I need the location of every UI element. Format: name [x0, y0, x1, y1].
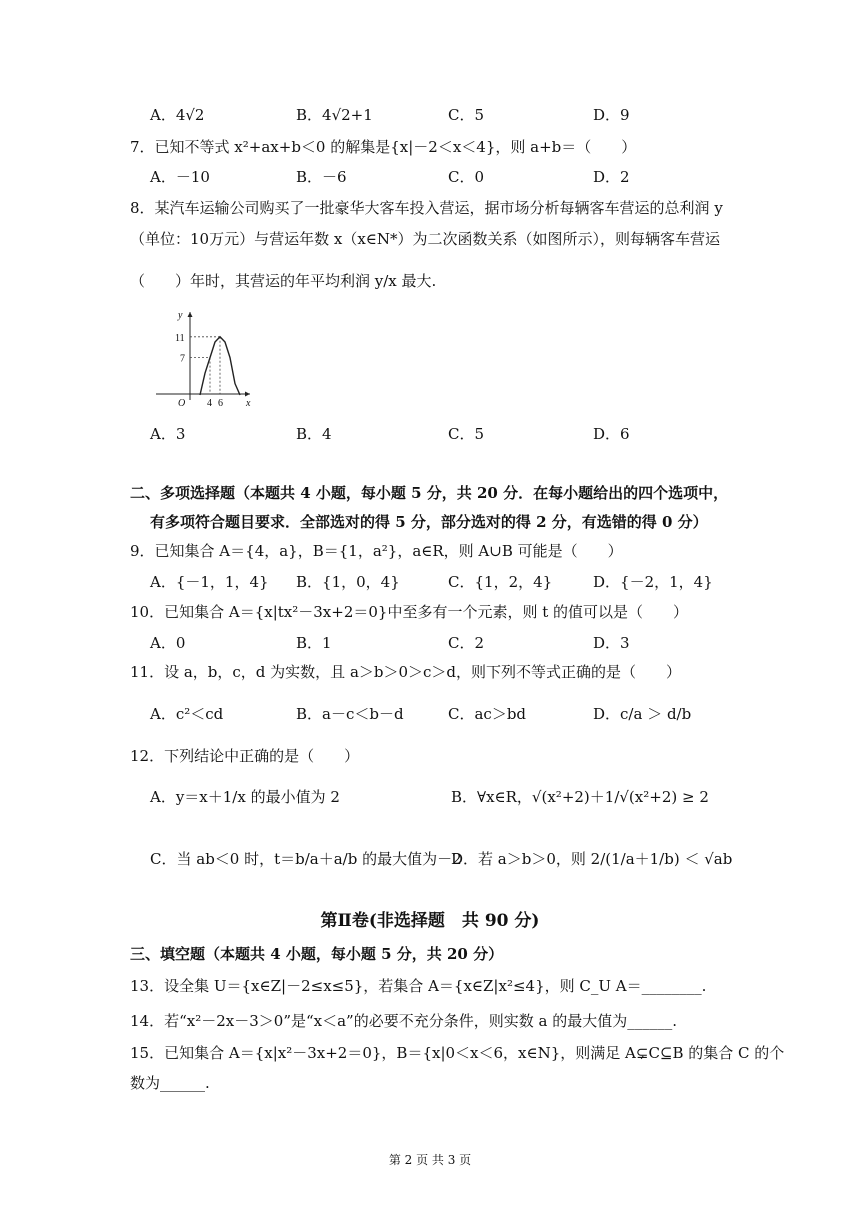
q9-option-a: A．{－1，1，4} — [150, 573, 269, 591]
q6-option-a: A．4√2 — [150, 106, 205, 124]
x-axis-arrow-icon — [245, 392, 250, 397]
q14-stem: 14．若“x²－2x－3＞0”是“x＜a”的必要不充分条件，则实数 a 的最大值为______. — [130, 1012, 677, 1030]
q6-option-c: C．5 — [448, 106, 485, 124]
q15-stem-line2: 数为______. — [130, 1074, 210, 1092]
q7-option-c: C．0 — [448, 168, 485, 186]
x-tick-6: 6 — [218, 398, 223, 408]
q12-stem: 12．下列结论中正确的是（ ） — [130, 747, 360, 765]
q7-option-a: A．－10 — [150, 168, 210, 186]
q9-option-b: B．{1，0，4} — [296, 573, 400, 591]
q13-stem: 13．设全集 U＝{x∈Z|－2≤x≤5}，若集合 A＝{x∈Z|x²≤4}，则 C_U A＝________. — [130, 977, 707, 995]
section3-heading: 三、填空题（本题共 4 小题，每小题 5 分，共 20 分） — [130, 945, 504, 963]
q6-option-d: D．9 — [593, 106, 630, 124]
q12-option-a: A．y＝x＋1/x 的最小值为 2 — [150, 788, 340, 806]
q9-option-d: D．{－2，1，4} — [593, 573, 713, 591]
q8-option-a: A．3 — [150, 425, 186, 443]
x-tick-4: 4 — [207, 398, 212, 408]
q8-option-b: B．4 — [296, 425, 332, 443]
q11-option-a: A．c²＜cd — [150, 705, 224, 723]
q10-option-b: B．1 — [296, 634, 332, 652]
q10-stem: 10．已知集合 A＝{x|tx²－3x+2＝0}中至多有一个元素，则 t 的值可以是（ ） — [130, 603, 689, 621]
q10-option-a: A．0 — [150, 634, 186, 652]
q12-option-b: B．∀x∈R，√(x²+2)＋1/√(x²+2) ≥ 2 — [451, 788, 709, 806]
q8-parabola-chart — [150, 308, 260, 408]
y-tick-7: 7 — [180, 353, 185, 365]
q7-option-d: D．2 — [593, 168, 630, 186]
q7-option-b: B．－6 — [296, 168, 347, 186]
q8-stem-line2: （单位：10万元）与营运年数 x（x∈N*）为二次函数关系（如图所示），则每辆客车营运 — [130, 230, 721, 248]
q15-stem-line1: 15．已知集合 A＝{x|x²－3x+2＝0}，B＝{x|0＜x＜6，x∈N}，则满足 A⊊C⊆B 的集合 C 的个 — [130, 1044, 785, 1062]
q9-option-c: C．{1，2，4} — [448, 573, 553, 591]
q8-option-c: C．5 — [448, 425, 485, 443]
origin-label: O — [178, 398, 186, 408]
q9-stem: 9．已知集合 A＝{4，a}，B＝{1，a²}，a∈R，则 A∪B 可能是（ ） — [130, 542, 623, 560]
x-axis-label: x — [246, 398, 251, 408]
q10-option-d: D．3 — [593, 634, 630, 652]
part2-title: 第Ⅱ卷(非选择题 共 90 分) — [320, 911, 540, 931]
q8-option-d: D．6 — [593, 425, 630, 443]
q11-option-c: C．ac＞bd — [448, 705, 527, 723]
y-axis-label: y — [178, 310, 183, 321]
q6-option-b: B．4√2+1 — [296, 106, 373, 124]
q11-option-d: D．c/a ＞ d/b — [593, 705, 692, 723]
section2-heading-line2: 有多项符合题目要求．全部选对的得 5 分，部分选对的得 2 分，有选错的得 0 分） — [150, 513, 708, 531]
y-tick-11: 11 — [175, 332, 185, 344]
q8-stem-line3: （ ）年时，其营运的年平均利润 y/x 最大. — [130, 272, 437, 290]
q12-option-c: C．当 ab＜0 时，t＝b/a＋a/b 的最大值为－2 — [150, 850, 462, 868]
q10-option-c: C．2 — [448, 634, 485, 652]
q12-option-d: D．若 a＞b＞0，则 2/(1/a＋1/b) ＜ √ab — [451, 850, 733, 868]
q11-stem: 11．设 a，b，c，d 为实数，且 a＞b＞0＞c＞d，则下列不等式正确的是（ ） — [130, 663, 682, 681]
q8-stem-line1: 8．某汽车运输公司购买了一批豪华大客车投入营运，据市场分析每辆客车营运的总利润 y — [130, 199, 723, 217]
y-axis-arrow-icon — [188, 312, 193, 317]
q11-option-b: B．a－c＜b－d — [296, 705, 404, 723]
section2-heading-line1: 二、多项选择题（本题共 4 小题，每小题 5 分，共 20 分．在每小题给出的四个选项中， — [130, 484, 729, 502]
page-footer: 第 2 页 共 3 页 — [388, 1153, 472, 1167]
q7-stem: 7．已知不等式 x²+ax+b＜0 的解集是{x|－2＜x＜4}，则 a+b＝（ ） — [130, 138, 637, 156]
